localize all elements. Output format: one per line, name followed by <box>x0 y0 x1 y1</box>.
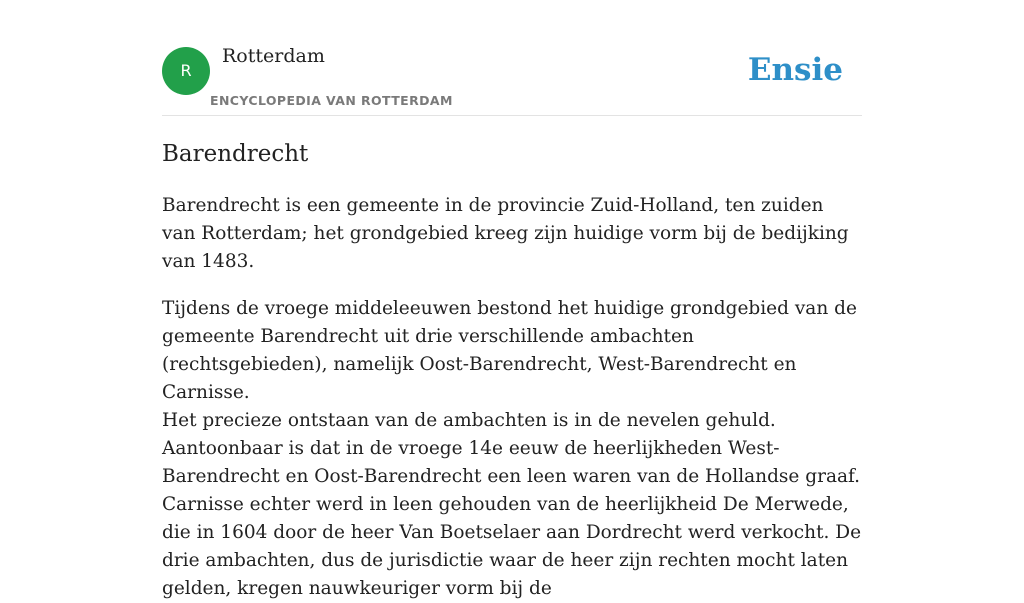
article-title: Barendrecht <box>162 141 309 167</box>
site-name-link[interactable]: Rotterdam <box>222 45 325 67</box>
site-subtitle: ENCYCLOPEDIA VAN ROTTERDAM <box>210 93 453 108</box>
ensie-logo-link[interactable]: Ensie <box>747 52 843 88</box>
article <box>162 136 862 603</box>
site-avatar[interactable]: R <box>162 47 210 95</box>
site-header <box>162 0 862 116</box>
article-paragraph: Het precieze ontstaan van de ambachten is in de nevelen gehuld. Aantoonbaar is dat in de vroege 14e eeuw de heerlijkheden West-Barendrecht en Oost-Barendrecht een leen waren van de Hollandse graaf. Carnisse echter werd in leen gehouden van de heerlijkheid De Merwede, die in 1604 door de heer Van Boetselaer aan Dordrecht werd verkocht. De drie ambachten, dus de jurisdictie waar de heer zijn rechten mocht laten gelden, kregen nauwkeuriger vorm bij de <box>162 410 862 599</box>
article-paragraph: Barendrecht is een gemeente in de provincie Zuid-Holland, ten zuiden van Rotterdam; het grondgebied kreeg zijn huidige vorm bij de bedijking van 1483. <box>162 195 849 272</box>
article-body <box>162 192 862 603</box>
article-paragraph: Tijdens de vroege middeleeuwen bestond het huidige grondgebied van de gemeente Barendrecht uit drie verschillende ambachten (rechtsgebieden), namelijk Oost-Barendrecht, West-Barendrecht en Carnisse. <box>162 298 857 403</box>
